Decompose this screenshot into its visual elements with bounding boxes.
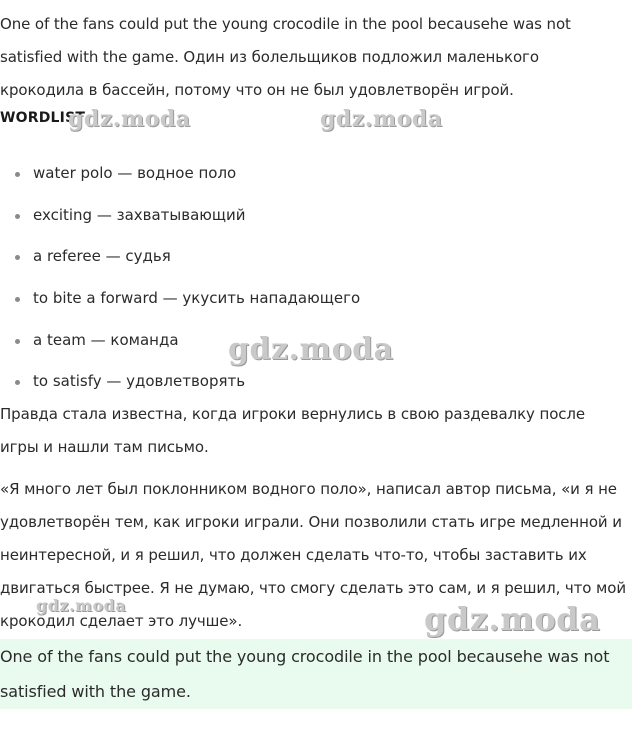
watermark: gdz.moda (228, 332, 394, 367)
list-item (0, 278, 500, 320)
paragraph-top: One of the fans could put the young crocodile in the pool becausehe was not satisfied with the game. Один из болельщиков подложил маленького крокодила в бассейн, потому что он не был удовлетворён игрой. (0, 15, 571, 99)
list-item (0, 361, 500, 403)
paragraph-truth: Правда стала известна, когда игроки вернулись в свою раздевалку после игры и нашли там письмо. (0, 405, 586, 456)
bullet-icon (15, 255, 20, 260)
list-item-text: exciting — захватывающий (33, 205, 246, 224)
watermark: gdz.moda (424, 600, 601, 638)
wordlist-heading: WORDLIST (0, 110, 86, 126)
list-item-text: water polo — водное поло (33, 164, 237, 182)
answer-highlight (0, 639, 632, 709)
paragraph-letter: «Я много лет был поклонником водного поло», написал автор письма, «и я не удовлетворён тем, как игроки играли. Они позволили стать игре медленной и неинтересной, и я решил, что должен сделать что-то, чтобы заставить их двигаться быстрее. Я не думаю, что смогу сделать это сам, и я решил, что мой крокодил сделает это лучше». (0, 480, 626, 630)
list-item-text: to bite a forward — укусить нападающего (33, 289, 361, 308)
watermark: gdz.moda (68, 106, 191, 132)
list-item (0, 153, 500, 195)
bullet-icon (15, 214, 20, 219)
watermark: gdz.moda (320, 106, 443, 132)
bullet-icon (15, 380, 20, 385)
list-item (0, 195, 500, 237)
bullet-icon (15, 297, 20, 302)
bullet-icon (15, 339, 20, 344)
list-item (0, 236, 500, 278)
list-item-text: a referee — судья (33, 247, 171, 266)
list-item-text: a team — команда (33, 330, 179, 349)
watermark: gdz.moda (36, 596, 127, 615)
list-item-text: to satisfy — удовлетворять (33, 372, 246, 391)
bullet-icon (15, 172, 20, 177)
answer-text: One of the fans could put the young crocodile in the pool becausehe was not satisfied with the game. (0, 647, 610, 701)
